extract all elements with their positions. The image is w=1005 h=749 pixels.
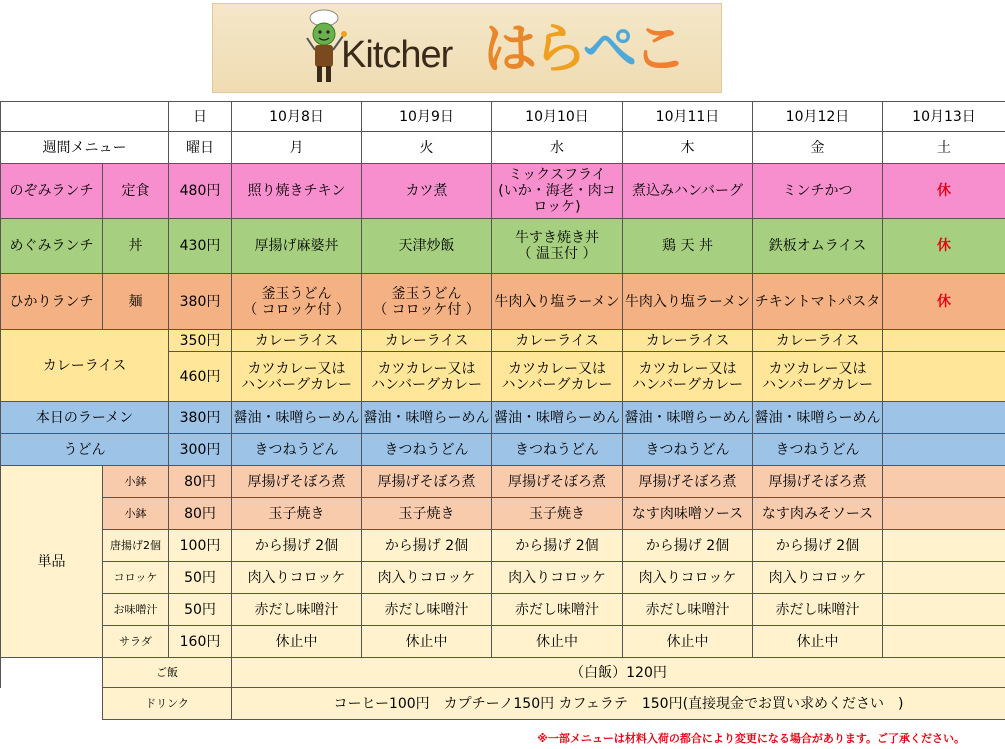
weekly-menu-table [0, 101, 1005, 720]
drink-name: ドリンク [103, 688, 232, 720]
closed-cell: 休 [883, 219, 1005, 274]
menu-cell: 赤だし味噌汁 [492, 594, 623, 626]
single-row [1, 498, 1005, 530]
weekday-cell: 火 [362, 132, 492, 164]
menu-cell: チキントマトパスタ [753, 274, 883, 330]
single-row [1, 594, 1005, 626]
single-item-name: コロッケ [103, 562, 169, 594]
menu-cell: ミックスフライ (いか・海老・肉コロッケ) [492, 164, 623, 219]
menu-cell: 醤油・味噌らーめん [232, 402, 362, 434]
menu-cell: 赤だし味噌汁 [362, 594, 492, 626]
empty-cell [883, 466, 1005, 498]
menu-cell: カツカレー又は ハンバーグカレー [623, 352, 753, 402]
udon-row [1, 434, 1005, 466]
weekday-row [1, 132, 1005, 164]
corner-cell [1, 102, 169, 132]
lunch-type: 丼 [103, 219, 169, 274]
menu-cell: 厚揚げそぼろ煮 [753, 466, 883, 498]
empty-cell [883, 434, 1005, 466]
menu-cell: 肉入りコロッケ [753, 562, 883, 594]
menu-cell: 玉子焼き [362, 498, 492, 530]
weekday-label: 曜日 [169, 132, 232, 164]
menu-cell: カレーライス [753, 330, 883, 352]
menu-cell: 休止中 [753, 626, 883, 658]
single-item-name: お味噌汁 [103, 594, 169, 626]
menu-cell: 肉入りコロッケ [232, 562, 362, 594]
menu-cell: カツカレー又は ハンバーグカレー [492, 352, 623, 402]
menu-cell: 牛肉入り塩ラーメン [492, 274, 623, 330]
single-item-price: 100円 [169, 530, 232, 562]
empty-cell [883, 352, 1005, 402]
logo-harapeko-text: はらぺこ [483, 17, 683, 80]
menu-cell: から揚げ 2個 [492, 530, 623, 562]
menu-cell: 照り焼きチキン [232, 164, 362, 219]
drink-row [1, 688, 1005, 720]
menu-cell: 休止中 [232, 626, 362, 658]
menu-cell: 鉄板オムライス [753, 219, 883, 274]
single-row [1, 466, 1005, 498]
menu-cell: 釜玉うどん （ コロッケ付 ） [232, 274, 362, 330]
lunch-type: 麺 [103, 274, 169, 330]
disclaimer-note: ※一部メニューは材料入荷の都合により変更になる場合があります。ご了承ください。 [537, 732, 965, 745]
menu-cell: ミンチかつ [753, 164, 883, 219]
menu-cell: きつねうどん [492, 434, 623, 466]
ramen-name: 本日のラーメン [1, 402, 169, 434]
lunch-name: ひかりランチ [1, 274, 103, 330]
menu-cell: 玉子焼き [492, 498, 623, 530]
date-cell: 10月12日 [753, 102, 883, 132]
single-item-price: 50円 [169, 562, 232, 594]
menu-cell: 赤だし味噌汁 [232, 594, 362, 626]
menu-cell: 肉入りコロッケ [362, 562, 492, 594]
menu-cell: 厚揚げそぼろ煮 [492, 466, 623, 498]
menu-cell: きつねうどん [232, 434, 362, 466]
rice-text: （白飯）120円 [232, 658, 1005, 688]
menu-cell: 休止中 [362, 626, 492, 658]
menu-cell: 赤だし味噌汁 [623, 594, 753, 626]
menu-cell: 天津炒飯 [362, 219, 492, 274]
week-menu-label: 週間メニュー [1, 132, 169, 164]
closed-cell: 休 [883, 274, 1005, 330]
menu-cell: 厚揚げそぼろ煮 [623, 466, 753, 498]
megumi-lunch-row [1, 219, 1005, 274]
menu-cell: 牛肉入り塩ラーメン [623, 274, 753, 330]
single-item-price: 80円 [169, 466, 232, 498]
single-item-name: 小鉢 [103, 466, 169, 498]
menu-cell: カレーライス [492, 330, 623, 352]
menu-cell: 牛すき焼き丼 （ 温玉付 ） [492, 219, 623, 274]
rice-row [1, 658, 1005, 688]
weekday-cell: 木 [623, 132, 753, 164]
single-row [1, 562, 1005, 594]
date-cell: 10月10日 [492, 102, 623, 132]
menu-cell: カツカレー又は ハンバーグカレー [362, 352, 492, 402]
menu-cell: 厚揚げ麻婆丼 [232, 219, 362, 274]
menu-cell: 鶏 天 丼 [623, 219, 753, 274]
weekday-cell: 水 [492, 132, 623, 164]
curry-name: カレーライス [1, 330, 169, 402]
nozomi-lunch-row [1, 164, 1005, 219]
empty-cell [883, 594, 1005, 626]
ramen-row [1, 402, 1005, 434]
curry-row [1, 330, 1005, 352]
empty-cell [883, 530, 1005, 562]
single-name: 単品 [1, 466, 103, 658]
logo-kitchen-text: Kitcher [341, 34, 453, 76]
kitchen-harapeko-logo [212, 3, 722, 93]
menu-cell: 醤油・味噌らーめん [362, 402, 492, 434]
single-row [1, 530, 1005, 562]
lunch-price: 380円 [169, 274, 232, 330]
weekday-cell: 月 [232, 132, 362, 164]
lunch-name: のぞみランチ [1, 164, 103, 219]
menu-cell: から揚げ 2個 [362, 530, 492, 562]
curry-price: 350円 [169, 330, 232, 352]
menu-cell: 厚揚げそぼろ煮 [362, 466, 492, 498]
lunch-price: 430円 [169, 219, 232, 274]
date-cell: 10月13日 [883, 102, 1005, 132]
menu-cell: きつねうどん [362, 434, 492, 466]
menu-cell: カレーライス [623, 330, 753, 352]
weekday-cell: 金 [753, 132, 883, 164]
empty-cell [1, 688, 103, 720]
menu-cell: 赤だし味噌汁 [753, 594, 883, 626]
menu-cell: 玉子焼き [232, 498, 362, 530]
day-label: 日 [169, 102, 232, 132]
menu-cell: きつねうどん [623, 434, 753, 466]
lunch-price: 480円 [169, 164, 232, 219]
menu-cell: から揚げ 2個 [232, 530, 362, 562]
weekday-cell: 土 [883, 132, 1005, 164]
closed-cell: 休 [883, 164, 1005, 219]
empty-cell [883, 562, 1005, 594]
date-cell: 10月11日 [623, 102, 753, 132]
single-item-price: 160円 [169, 626, 232, 658]
single-row [1, 626, 1005, 658]
menu-cell: 肉入りコロッケ [492, 562, 623, 594]
lunch-type: 定食 [103, 164, 169, 219]
single-item-price: 50円 [169, 594, 232, 626]
menu-cell: カレーライス [362, 330, 492, 352]
menu-cell: から揚げ 2個 [753, 530, 883, 562]
menu-cell: 醤油・味噌らーめん [492, 402, 623, 434]
menu-cell: カツカレー又は ハンバーグカレー [753, 352, 883, 402]
menu-cell: カツカレー又は ハンバーグカレー [232, 352, 362, 402]
lunch-name: めぐみランチ [1, 219, 103, 274]
empty-cell [883, 330, 1005, 352]
menu-cell: カツ煮 [362, 164, 492, 219]
menu-cell: 釜玉うどん （ コロッケ付 ） [362, 274, 492, 330]
empty-cell [1, 658, 103, 688]
date-cell: 10月8日 [232, 102, 362, 132]
curry-price: 460円 [169, 352, 232, 402]
rice-name: ご飯 [103, 658, 232, 688]
ramen-price: 380円 [169, 402, 232, 434]
menu-cell: 醤油・味噌らーめん [753, 402, 883, 434]
menu-cell: カレーライス [232, 330, 362, 352]
menu-cell: なす肉味噌ソース [623, 498, 753, 530]
menu-cell: 煮込みハンバーグ [623, 164, 753, 219]
menu-cell: きつねうどん [753, 434, 883, 466]
udon-price: 300円 [169, 434, 232, 466]
hikari-lunch-row [1, 274, 1005, 330]
single-item-name: 唐揚げ2個 [103, 530, 169, 562]
single-item-price: 80円 [169, 498, 232, 530]
empty-cell [883, 626, 1005, 658]
date-cell: 10月9日 [362, 102, 492, 132]
drink-text: コーヒー100円 カプチーノ150円 カフェラテ 150円(直接現金でお買い求めください ) [232, 688, 1005, 720]
menu-cell: なす肉みそソース [753, 498, 883, 530]
udon-name: うどん [1, 434, 169, 466]
menu-cell: から揚げ 2個 [623, 530, 753, 562]
menu-cell: 厚揚げそぼろ煮 [232, 466, 362, 498]
single-item-name: サラダ [103, 626, 169, 658]
empty-cell [883, 498, 1005, 530]
menu-cell: 肉入りコロッケ [623, 562, 753, 594]
menu-cell: 醤油・味噌らーめん [623, 402, 753, 434]
single-item-name: 小鉢 [103, 498, 169, 530]
menu-cell: 休止中 [492, 626, 623, 658]
empty-cell [883, 402, 1005, 434]
date-row [1, 102, 1005, 132]
menu-cell: 休止中 [623, 626, 753, 658]
